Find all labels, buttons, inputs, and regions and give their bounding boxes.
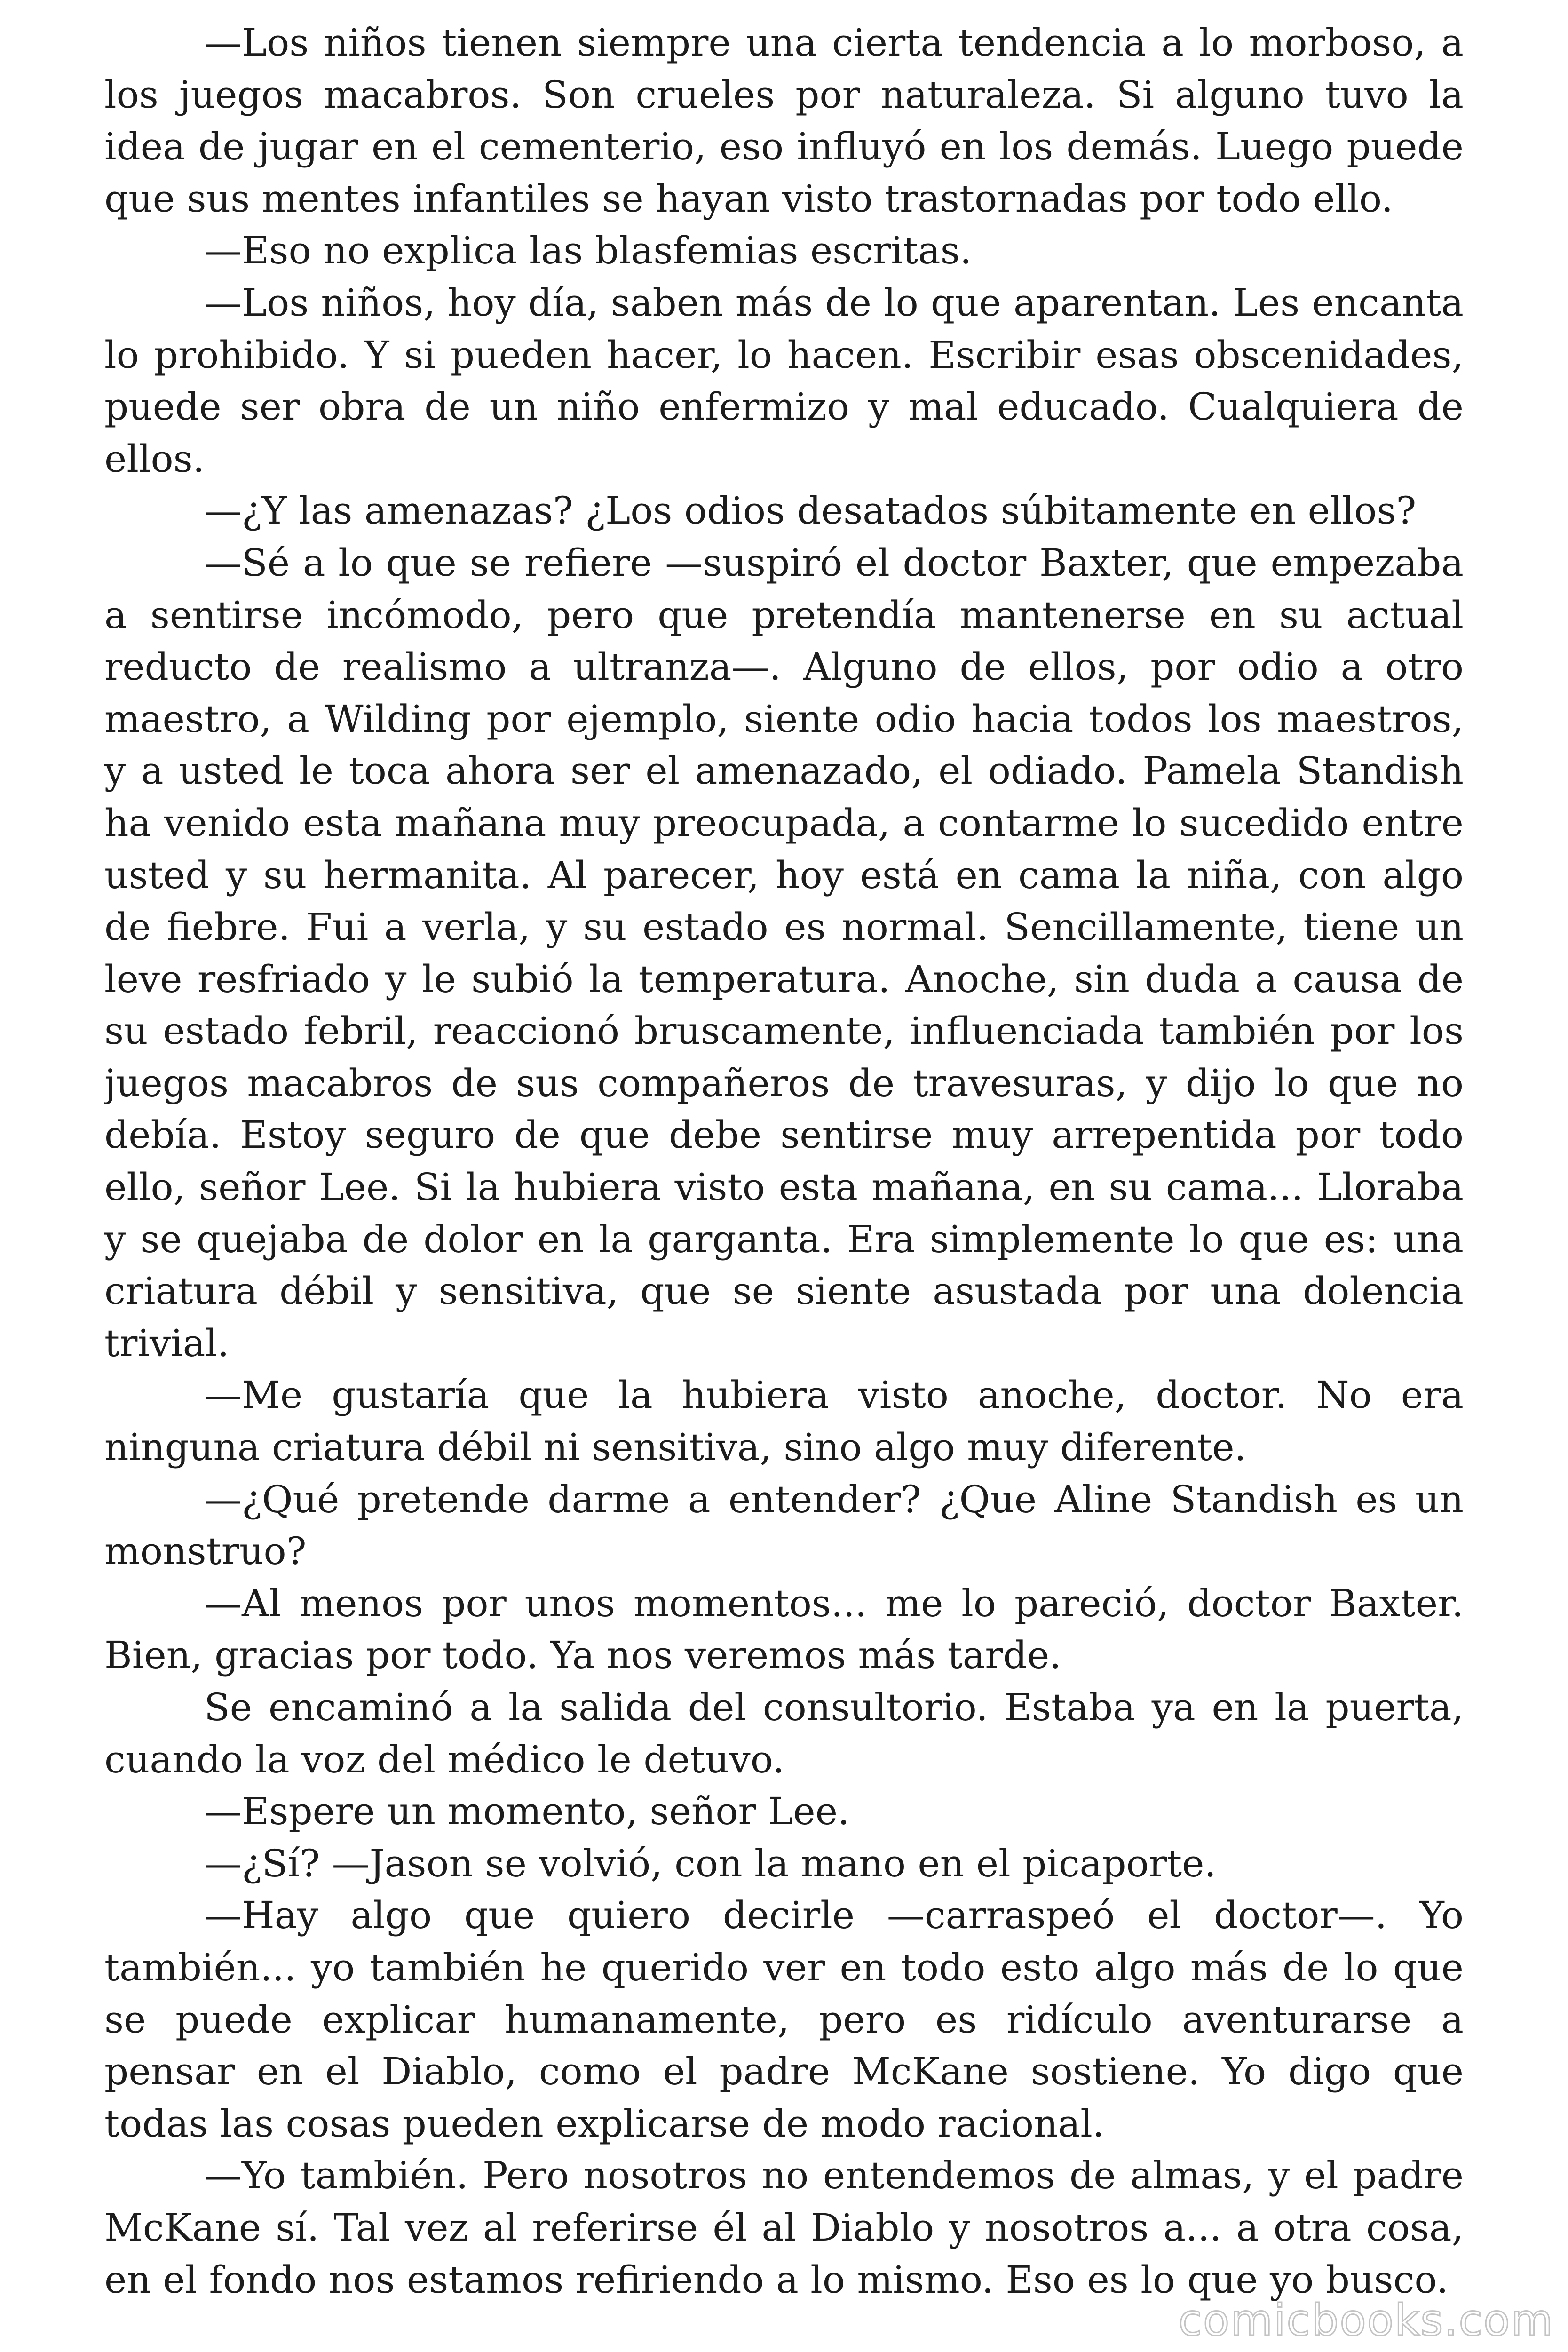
paragraph-1: —Los niños tienen siempre una cierta tendencia a lo morboso, a los juegos macabros. Son crueles por naturaleza. Si alguno tuvo la idea de jugar en el cementerio, eso influyó en los demás. Luego puede que sus mentes infantiles se hayan visto trastornadas por todo ello. <box>104 21 1464 221</box>
paragraph-8: —Al menos por unos momentos... me lo pareció, doctor Baxter. Bien, gracias por todo. Ya nos veremos más tarde. <box>104 1581 1464 1677</box>
book-page-text <box>104 17 1464 2322</box>
paragraph-2: —Eso no explica las blasfemias escritas. <box>204 229 972 273</box>
paragraph-7: —¿Qué pretende darme a entender? ¿Que Aline Standish es un monstruo? <box>104 1477 1464 1573</box>
paragraph-4: —¿Y las amenazas? ¿Los odios desatados súbitamente en ellos? <box>204 489 1417 533</box>
paragraph-11: —¿Sí? —Jason se volvió, con la mano en el picaporte. <box>204 1841 1216 1885</box>
site-watermark: comicbooks.com <box>1178 2295 1554 2345</box>
paragraph-12: —Hay algo que quiero decirle —carraspeó el doctor—. Yo también... yo también he querido ver en todo esto algo más de lo que se puede explicar humanamente, pero es ridículo aventurarse a pensar en el Diablo, como el padre McKane sostiene. Yo digo que todas las cosas pueden explicarse de modo racional. <box>104 1893 1464 2145</box>
paragraph-10: —Espere un momento, señor Lee. <box>204 1789 850 1834</box>
paragraph-5: —Sé a lo que se refiere —suspiró el doctor Baxter, que empezaba a sentirse incómodo, pero que pretendía mantenerse en su actual reducto de realismo a ultranza—. Alguno de ellos, por odio a otro maestro, a Wilding por ejemplo, siente odio hacia todos los maestros, y a usted le toca ahora ser el amenazado, el odiado. Pamela Standish ha venido esta mañana muy preocupada, a contarme lo sucedido entre usted y su hermanita. Al parecer, hoy está en cama la niña, con algo de fiebre. Fui a verla, y su estado es normal. Sencillamente, tiene un leve resfriado y le subió la temperatura. Anoche, sin duda a causa de su estado febril, reaccionó bruscamente, influenciada también por los juegos macabros de sus compañeros de travesuras, y dijo lo que no debía. Estoy seguro de que debe sentirse muy arrepentida por todo ello, señor Lee. Si la hubiera visto esta mañana, en su cama... Lloraba y se quejaba de dolor en la garganta. Era simplemente lo que es: una criatura débil y sensitiva, que se siente asustada por una dolencia trivial. <box>104 540 1464 1365</box>
paragraph-9: Se encaminó a la salida del consultorio. Estaba ya en la puerta, cuando la voz del médico le detuvo. <box>104 1685 1464 1781</box>
paragraph-13: —Yo también. Pero nosotros no entendemos de almas, y el padre McKane sí. Tal vez al referirse él al Diablo y nosotros a... a otra cosa, en el fondo nos estamos refiriendo a lo mismo. Eso es lo que yo busco. <box>104 2153 1464 2302</box>
paragraph-6: —Me gustaría que la hubiera visto anoche, doctor. No era ninguna criatura débil ni sensitiva, sino algo muy diferente. <box>104 1373 1464 1470</box>
paragraph-3: —Los niños, hoy día, saben más de lo que aparentan. Les encanta lo prohibido. Y si pueden hacer, lo hacen. Escribir esas obscenidades, puede ser obra de un niño enfermizo y mal educado. Cualquiera de ellos. <box>104 280 1464 481</box>
